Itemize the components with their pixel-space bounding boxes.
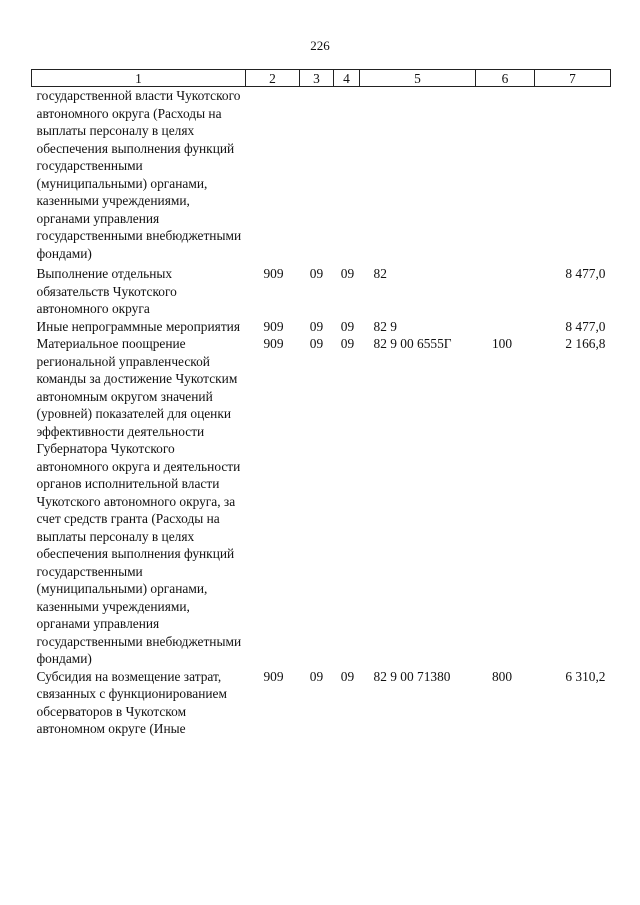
row-expense-type bbox=[476, 87, 535, 263]
row-expense-type bbox=[476, 318, 535, 336]
row-amount: 2 166,8 bbox=[565, 336, 606, 351]
row-amount: 8 477,0 bbox=[565, 266, 606, 281]
row-subsection-code: 09 bbox=[340, 318, 355, 334]
row-ministry-code: 909 bbox=[263, 336, 284, 351]
row-amount: 6 310,2 bbox=[565, 668, 606, 684]
row-expense-type: 100 bbox=[491, 336, 513, 351]
row-section-code: 09 bbox=[309, 266, 324, 281]
row-target-article: 82 9 00 6555Г bbox=[373, 336, 452, 351]
row-target-article bbox=[360, 87, 476, 263]
column-header-2: 2 bbox=[246, 70, 300, 87]
table-row bbox=[32, 318, 611, 336]
row-ministry-code: 909 bbox=[263, 668, 284, 684]
row-amount: 8 477,0 bbox=[565, 318, 606, 334]
row-expense-type bbox=[476, 265, 535, 318]
row-target-article: 82 9 00 71380 bbox=[373, 668, 451, 684]
row-section-code: 09 bbox=[309, 336, 324, 351]
row-subsection-code: 09 bbox=[340, 266, 355, 281]
budget-table bbox=[31, 69, 611, 738]
row-ministry-code bbox=[246, 87, 300, 263]
table-row bbox=[32, 87, 611, 263]
row-ministry-code: 909 bbox=[263, 266, 284, 281]
row-subsection-code bbox=[334, 87, 360, 263]
row-ministry-code: 909 bbox=[263, 318, 284, 334]
row-subsection-code: 09 bbox=[340, 668, 355, 684]
column-header-3: 3 bbox=[300, 70, 334, 87]
row-section-code: 09 bbox=[309, 318, 324, 334]
column-header-5: 5 bbox=[360, 70, 476, 87]
row-name: Материальное поощрение региональной управленческой команды за достижение Чукотским автономным округом значений (уровней) показателей для оценки эффективности деятельности Губернатора Чукотского автономного округа и деятельности органов исполнительной власти Чукотского автономного округа, за счет средств гранта (Расходы на выплаты персоналу в целях обеспечения выполнения функций государственными (муниципальными) органами, казенными учреждениями, органами управления государственными внебюджетными фондами) bbox=[36, 336, 242, 666]
row-target-article: 82 bbox=[373, 266, 387, 281]
row-expense-type: 800 bbox=[491, 668, 513, 684]
table-header-row bbox=[32, 70, 611, 87]
row-name: Иные непрограммные мероприятия bbox=[36, 318, 240, 334]
row-section-code bbox=[300, 87, 334, 263]
column-header-7: 7 bbox=[535, 70, 611, 87]
row-target-article: 82 9 bbox=[373, 318, 397, 334]
column-header-1: 1 bbox=[32, 70, 246, 87]
column-header-6: 6 bbox=[476, 70, 535, 87]
row-name: Выполнение отдельных обязательств Чукотского автономного округа bbox=[36, 266, 177, 316]
page-number: 226 bbox=[310, 38, 330, 53]
row-name: государственной власти Чукотского автономного округа (Расходы на выплаты персоналу в целях обеспечения выполнения функций государственными (муниципальными) органами, казенными учреждениями, органами управления государственными внебюджетными фондами) bbox=[36, 88, 242, 261]
row-name: Субсидия на возмещение затрат, связанных с функционированием обсерваторов в Чукотском автономном округе (Иные bbox=[36, 668, 227, 736]
table-row bbox=[32, 668, 611, 738]
table-row bbox=[32, 265, 611, 318]
table-row bbox=[32, 335, 611, 668]
row-amount bbox=[535, 87, 611, 263]
row-section-code: 09 bbox=[309, 668, 324, 684]
column-header-4: 4 bbox=[334, 70, 360, 87]
row-subsection-code: 09 bbox=[340, 336, 355, 351]
